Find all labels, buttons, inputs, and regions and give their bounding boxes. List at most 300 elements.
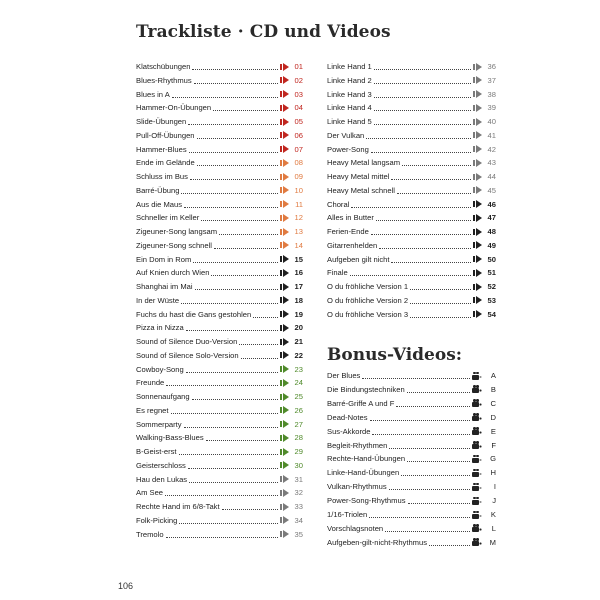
track-number: 54 xyxy=(487,309,496,319)
dot-leader xyxy=(171,413,278,414)
track-label: Tremolo xyxy=(136,529,164,539)
track-row xyxy=(136,239,303,252)
audio-play-icon xyxy=(473,131,483,139)
track-label: Aus die Maus xyxy=(136,199,183,209)
audio-play-icon xyxy=(280,379,290,387)
track-label: Heavy Metal schnell xyxy=(327,185,395,195)
track-label: Walking-Bass-Blues xyxy=(136,433,204,443)
track-number: 43 xyxy=(487,158,496,168)
dot-leader xyxy=(407,392,470,393)
bonus-video-row xyxy=(327,466,496,479)
track-label: Alles in Butter xyxy=(327,213,374,223)
bonus-videos-title: Bonus-Videos: xyxy=(327,345,463,365)
video-letter: F xyxy=(491,440,496,450)
track-label: Freunde xyxy=(136,378,165,388)
track-number: 47 xyxy=(487,213,496,223)
audio-play-icon xyxy=(280,296,290,304)
audio-play-icon xyxy=(280,530,290,538)
track-row xyxy=(327,198,496,211)
track-label: O du fröhliche Version 2 xyxy=(327,295,409,305)
track-label: Barré-Übung xyxy=(136,185,180,195)
track-label: Vorschlagsnoten xyxy=(327,523,384,533)
track-row xyxy=(136,404,303,417)
track-label: Blues-Rhythmus xyxy=(136,75,192,85)
dot-leader xyxy=(372,434,470,435)
track-label: Aufgeben-gilt-nicht-Rhythmus xyxy=(327,537,428,547)
video-camera-icon xyxy=(472,497,483,505)
track-row xyxy=(327,170,496,183)
dot-leader xyxy=(197,165,278,166)
track-label: Der Blues xyxy=(327,371,361,380)
audio-play-icon xyxy=(280,420,290,428)
audio-play-icon xyxy=(280,145,290,153)
audio-play-icon xyxy=(280,76,290,84)
dot-leader xyxy=(165,495,278,496)
bonus-video-row xyxy=(327,369,496,382)
video-camera-icon xyxy=(472,385,483,393)
track-row xyxy=(327,253,496,266)
dot-leader xyxy=(190,179,278,180)
track-label: O du fröhliche Version 1 xyxy=(327,282,409,291)
track-number: 51 xyxy=(487,268,496,278)
dot-leader xyxy=(239,344,278,345)
audio-play-icon xyxy=(473,173,483,181)
track-label: Pull-Off-Übungen xyxy=(136,130,195,140)
track-row xyxy=(136,198,303,211)
dot-leader xyxy=(184,427,278,428)
dot-leader xyxy=(389,448,470,449)
track-label: Rechte-Hand-Übungen xyxy=(327,454,406,464)
track-number: 10 xyxy=(294,185,303,195)
track-number: 32 xyxy=(294,488,303,498)
track-label: In der Wüste xyxy=(136,295,180,305)
dot-leader xyxy=(401,475,470,476)
dot-leader xyxy=(211,275,278,276)
track-number: 41 xyxy=(487,130,496,140)
dot-leader xyxy=(179,523,278,524)
dot-leader xyxy=(241,358,278,359)
track-number: 18 xyxy=(294,295,303,305)
track-row xyxy=(136,156,303,169)
track-row xyxy=(136,390,303,403)
track-number: 53 xyxy=(487,295,496,305)
track-row xyxy=(136,211,303,224)
track-number: 42 xyxy=(487,144,496,154)
dot-leader xyxy=(374,124,471,125)
dot-leader xyxy=(350,275,471,276)
video-letter: B xyxy=(490,384,496,394)
dot-leader xyxy=(186,372,278,373)
track-number: 26 xyxy=(294,405,303,415)
dot-leader xyxy=(408,503,471,504)
track-number: 23 xyxy=(294,364,303,374)
track-label: Sound of Silence Solo-Version xyxy=(136,350,239,360)
dot-leader xyxy=(374,97,471,98)
track-label: Rechte Hand im 6/8-Takt xyxy=(136,502,220,511)
track-number: 02 xyxy=(294,75,303,85)
bonus-video-row xyxy=(327,508,496,521)
audio-play-icon xyxy=(280,186,290,194)
audio-play-icon xyxy=(280,269,290,277)
video-camera-icon xyxy=(472,413,483,421)
track-row xyxy=(327,225,496,238)
track-label: Schluss im Bus xyxy=(136,172,188,181)
track-label: Zigeuner-Song langsam xyxy=(136,227,218,236)
track-number: 27 xyxy=(294,419,303,429)
bonus-video-row xyxy=(327,411,496,424)
dot-leader xyxy=(213,110,278,111)
video-camera-icon xyxy=(472,455,483,463)
track-label: Begleit-Rhythmen xyxy=(327,440,388,450)
track-row xyxy=(136,115,303,128)
track-row xyxy=(136,88,303,101)
dot-leader xyxy=(181,303,278,304)
dot-leader xyxy=(188,124,278,125)
audio-play-icon xyxy=(280,241,290,249)
track-number: 45 xyxy=(487,185,496,195)
dot-leader xyxy=(429,545,470,546)
video-camera-icon xyxy=(472,372,483,380)
track-number: 31 xyxy=(294,474,303,484)
track-label: Sonnenaufgang xyxy=(136,392,190,401)
track-row xyxy=(327,74,496,87)
audio-play-icon xyxy=(280,338,290,346)
dot-leader xyxy=(195,289,278,290)
track-label: Hammer-On-Übungen xyxy=(136,103,212,113)
track-number: 36 xyxy=(487,62,496,71)
audio-play-icon xyxy=(473,118,483,126)
video-camera-icon xyxy=(472,441,483,449)
audio-play-icon xyxy=(473,63,483,71)
dot-leader xyxy=(219,234,278,235)
track-label: Der Vulkan xyxy=(327,130,365,140)
track-label: Hau den Lukas xyxy=(136,474,188,484)
dot-leader xyxy=(214,248,278,249)
track-label: Heavy Metal langsam xyxy=(327,158,401,168)
track-label: Linke Hand 2 xyxy=(327,75,372,85)
video-camera-icon xyxy=(472,399,483,407)
video-camera-icon xyxy=(472,427,483,435)
audio-play-icon xyxy=(280,434,290,442)
dot-leader xyxy=(370,420,470,421)
audio-play-icon xyxy=(473,296,483,304)
audio-play-icon xyxy=(280,118,290,126)
audio-play-icon xyxy=(280,475,290,483)
track-label: Linke Hand 3 xyxy=(327,89,372,99)
video-camera-icon xyxy=(472,511,483,519)
track-label: Pizza in Nizza xyxy=(136,323,184,333)
dot-leader xyxy=(179,454,278,455)
track-row xyxy=(136,500,303,513)
dot-leader xyxy=(194,83,278,84)
track-row xyxy=(136,321,303,334)
dot-leader xyxy=(407,461,470,462)
dot-leader xyxy=(410,303,471,304)
track-label: Sommerparty xyxy=(136,419,182,429)
track-number: 38 xyxy=(487,89,496,99)
audio-play-icon xyxy=(473,76,483,84)
audio-play-icon xyxy=(473,228,483,236)
track-number: 30 xyxy=(294,460,303,470)
dot-leader xyxy=(371,152,471,153)
track-row xyxy=(136,170,303,183)
track-row xyxy=(327,143,496,156)
track-number: 28 xyxy=(294,433,303,443)
dot-leader xyxy=(379,248,471,249)
audio-play-icon xyxy=(280,310,290,318)
track-number: 35 xyxy=(294,529,303,539)
video-letter: I xyxy=(493,482,496,492)
track-label: Zigeuner-Song schnell xyxy=(136,240,212,250)
track-label: Sound of Silence Duo-Version xyxy=(136,337,238,346)
video-letter: K xyxy=(490,510,496,519)
video-letter: G xyxy=(490,454,496,464)
bonus-video-row xyxy=(327,536,496,549)
track-number: 15 xyxy=(294,254,303,264)
dot-leader xyxy=(374,110,471,111)
track-row xyxy=(327,294,496,307)
track-number: 16 xyxy=(294,268,303,278)
track-label: Die Bindungstechniken xyxy=(327,384,405,394)
track-label: Folk-Picking xyxy=(136,515,178,525)
track-label: Cowboy-Song xyxy=(136,364,184,374)
video-letter: H xyxy=(490,468,496,478)
video-letter: E xyxy=(490,426,496,436)
dot-leader xyxy=(172,97,278,98)
dot-leader xyxy=(193,262,278,263)
track-number: 07 xyxy=(294,144,303,154)
track-number: 40 xyxy=(487,117,496,126)
track-row xyxy=(136,376,303,389)
track-number: 06 xyxy=(294,130,303,140)
track-row xyxy=(327,239,496,252)
dot-leader xyxy=(192,399,278,400)
dot-leader xyxy=(374,69,471,70)
track-row xyxy=(327,156,496,169)
track-label: Shanghai im Mai xyxy=(136,282,193,291)
track-row xyxy=(136,363,303,376)
track-label: Klatschübungen xyxy=(136,62,191,71)
track-row xyxy=(136,266,303,279)
audio-play-icon xyxy=(473,90,483,98)
track-row xyxy=(136,74,303,87)
bonus-video-row xyxy=(327,494,496,507)
track-label: Es regnet xyxy=(136,405,169,415)
track-number: 09 xyxy=(294,172,303,181)
audio-play-icon xyxy=(280,393,290,401)
track-row xyxy=(136,184,303,197)
audio-play-icon xyxy=(280,173,290,181)
track-label: Aufgeben gilt nicht xyxy=(327,254,390,264)
audio-play-icon xyxy=(473,104,483,112)
track-row xyxy=(136,253,303,266)
audio-play-icon xyxy=(473,283,483,291)
dot-leader xyxy=(166,537,278,538)
track-number: 44 xyxy=(487,172,496,181)
track-row xyxy=(327,115,496,128)
track-label: Gitarrenhelden xyxy=(327,240,378,250)
audio-play-icon xyxy=(280,503,290,511)
track-label: Am See xyxy=(136,488,164,498)
track-number: 22 xyxy=(294,350,303,360)
track-row xyxy=(136,335,303,348)
video-camera-icon xyxy=(472,538,483,546)
track-label: Linke Hand 5 xyxy=(327,117,372,126)
track-label: O du fröhliche Version 3 xyxy=(327,309,409,319)
video-letter: C xyxy=(490,398,496,408)
track-label: Ein Dom in Rom xyxy=(136,254,192,264)
dot-leader xyxy=(362,378,470,379)
page-title: Trackliste · CD und Videos xyxy=(136,22,391,42)
track-number: 48 xyxy=(487,227,496,236)
track-row xyxy=(136,308,303,321)
track-label: Geisterschloss xyxy=(136,460,186,470)
audio-play-icon xyxy=(280,351,290,359)
audio-play-icon xyxy=(473,255,483,263)
audio-play-icon xyxy=(280,365,290,373)
track-number: 29 xyxy=(294,447,303,456)
dot-leader xyxy=(389,489,470,490)
track-row xyxy=(136,294,303,307)
audio-play-icon xyxy=(280,104,290,112)
track-number: 12 xyxy=(294,213,303,223)
track-label: Finale xyxy=(327,268,348,278)
track-row xyxy=(136,143,303,156)
track-row xyxy=(327,184,496,197)
track-number: 25 xyxy=(294,392,303,401)
bonus-video-row xyxy=(327,452,496,465)
track-row xyxy=(327,280,496,293)
track-number: 33 xyxy=(294,502,303,511)
track-row xyxy=(327,101,496,114)
audio-play-icon xyxy=(280,90,290,98)
track-number: 34 xyxy=(294,515,303,525)
audio-play-icon xyxy=(473,310,483,318)
audio-play-icon xyxy=(473,186,483,194)
audio-play-icon xyxy=(280,214,290,222)
track-number: 03 xyxy=(294,89,303,99)
audio-play-icon xyxy=(473,159,483,167)
audio-play-icon xyxy=(473,241,483,249)
dot-leader xyxy=(197,138,278,139)
track-row xyxy=(327,308,496,321)
dot-leader xyxy=(397,193,471,194)
track-row xyxy=(136,418,303,431)
track-label: 1/16-Triolen xyxy=(327,510,368,519)
track-row xyxy=(136,486,303,499)
dot-leader xyxy=(376,220,471,221)
dot-leader xyxy=(410,317,471,318)
track-label: Power-Song xyxy=(327,144,369,154)
track-row xyxy=(136,473,303,486)
audio-play-icon xyxy=(280,489,290,497)
track-row xyxy=(327,88,496,101)
track-number: 20 xyxy=(294,323,303,333)
audio-play-icon xyxy=(280,406,290,414)
dot-leader xyxy=(351,207,471,208)
audio-play-icon xyxy=(280,228,290,236)
bonus-video-row xyxy=(327,425,496,438)
track-number: 13 xyxy=(294,227,303,236)
audio-play-icon xyxy=(473,145,483,153)
track-row xyxy=(136,129,303,142)
track-row xyxy=(136,514,303,527)
track-number: 52 xyxy=(487,282,496,291)
video-camera-icon xyxy=(472,469,483,477)
track-label: Schneller im Keller xyxy=(136,213,200,223)
track-number: 50 xyxy=(487,254,496,264)
track-label: Choral xyxy=(327,199,350,209)
audio-play-icon xyxy=(473,200,483,208)
video-letter: A xyxy=(490,371,496,380)
audio-play-icon xyxy=(280,516,290,524)
track-number: 21 xyxy=(294,337,303,346)
track-label: Dead-Notes xyxy=(327,412,368,422)
dot-leader xyxy=(181,193,278,194)
dot-leader xyxy=(374,83,471,84)
dot-leader xyxy=(201,220,278,221)
dot-leader xyxy=(371,234,471,235)
bonus-video-row xyxy=(327,439,496,452)
audio-play-icon xyxy=(280,461,290,469)
dot-leader xyxy=(385,531,470,532)
track-label: Barré-Griffe A und F xyxy=(327,398,395,408)
video-letter: M xyxy=(489,537,496,547)
dot-leader xyxy=(192,69,278,70)
track-row xyxy=(136,280,303,293)
audio-play-icon xyxy=(473,269,483,277)
audio-play-icon xyxy=(280,283,290,291)
track-label: Ferien-Ende xyxy=(327,227,369,236)
dot-leader xyxy=(391,262,471,263)
track-label: B-Geist-erst xyxy=(136,447,177,456)
dot-leader xyxy=(402,165,471,166)
track-label: Hammer-Blues xyxy=(136,144,187,154)
track-number: 24 xyxy=(294,378,303,388)
track-row xyxy=(136,431,303,444)
track-label: Sus-Akkorde xyxy=(327,426,371,436)
track-label: Heavy Metal mittel xyxy=(327,172,390,181)
video-letter: D xyxy=(490,412,496,422)
dot-leader xyxy=(391,179,471,180)
track-label: Auf Knien durch Wien xyxy=(136,268,210,278)
dot-leader xyxy=(189,482,278,483)
dot-leader xyxy=(184,207,278,208)
track-row xyxy=(327,129,496,142)
dot-leader xyxy=(189,152,278,153)
dot-leader xyxy=(369,517,470,518)
dot-leader xyxy=(188,468,278,469)
video-camera-icon xyxy=(472,524,483,532)
dot-leader xyxy=(253,317,278,318)
track-label: Vulkan-Rhythmus xyxy=(327,482,387,492)
track-label: Ende im Gelände xyxy=(136,158,195,168)
audio-play-icon xyxy=(280,448,290,456)
bonus-video-row xyxy=(327,397,496,410)
track-number: 08 xyxy=(294,158,303,168)
track-row xyxy=(136,60,303,73)
video-camera-icon xyxy=(472,483,483,491)
audio-play-icon xyxy=(280,159,290,167)
track-number: 46 xyxy=(487,199,496,209)
dot-leader xyxy=(396,406,470,407)
track-row xyxy=(136,528,303,541)
track-row xyxy=(327,211,496,224)
track-label: Linke-Hand-Übungen xyxy=(327,468,400,478)
track-number: 04 xyxy=(294,103,303,113)
track-number: 05 xyxy=(294,117,303,126)
track-label: Linke Hand 1 xyxy=(327,62,372,71)
